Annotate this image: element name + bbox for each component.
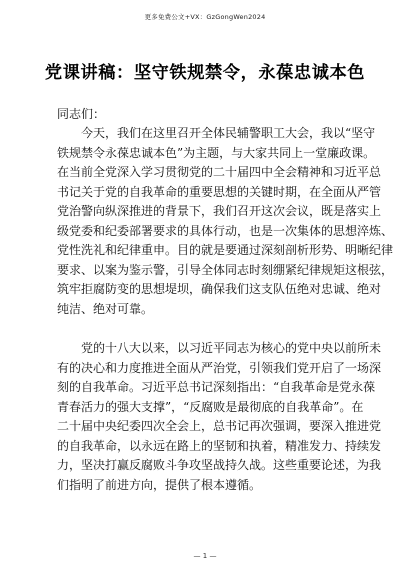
- paragraph-line: 党的十八大以来，以习近平同志为核心的党中央以前所未: [81, 341, 382, 355]
- paragraph-line: 党治警向纵深推进的背景下，我们召开这次会议，既是落实上: [57, 204, 382, 218]
- salutation: 同志们：: [57, 107, 106, 121]
- page-number: — 1 —: [193, 552, 217, 560]
- paragraph-line: 们指明了前进方向，提供了根本遵循。: [57, 477, 262, 492]
- paragraph-line: 有的决心和力度推进全面从严治党，引领我们党开启了一场深: [57, 360, 382, 375]
- paragraph-line: 二十届中央纪委四次全会上，总书记再次强调，要深入推进党: [57, 419, 382, 433]
- paragraph-line: 刻的自我革命。习近平总书记深刻指出：“自我革命是党永葆: [57, 380, 376, 394]
- paragraph-line: 党性洗礼和纪律重申。目的就是要通过深刻剖析形势、明晰纪律: [57, 243, 394, 257]
- paragraph-line: 要求、以案为鉴示警，引导全体同志时刻绷紧纪律规矩这根弦，: [57, 262, 394, 277]
- paragraph-line: 青春活力的强大支撑”，“反腐败是最彻底的自我革命”。在: [57, 399, 364, 414]
- paragraph-line: 在当前全党深入学习贯彻党的二十届四中全会精神和习近平总: [57, 165, 382, 179]
- document-title: 党课讲稿：坚守铁规禁令，永葆忠诚本色: [44, 63, 366, 83]
- paragraph-line: 纯洁、绝对可靠。: [57, 301, 154, 316]
- paragraph-line: 筑牢拒腐防变的思想堤坝，确保我们这支队伍绝对忠诚、绝对: [57, 282, 382, 296]
- paragraph-line: 今天，我们在这里召开全体民辅警职工大会，我以“坚守: [81, 126, 376, 140]
- paragraph-line: 力，坚决打赢反腐败斗争攻坚战持久战。这些重要论述，为我: [57, 458, 382, 472]
- paragraph-1: [57, 124, 394, 319]
- paragraph-line: 书记关于党的自我革命的重要思想的关键时期，在全面从严管: [57, 184, 382, 199]
- paragraph-line: 铁规禁令永葆忠诚本色”为主题，与大家共同上一堂廉政课。: [57, 145, 376, 160]
- header-note: 更多免费公文+VX：GzGongWen2024: [144, 13, 266, 21]
- paragraph-2: [57, 339, 382, 495]
- paragraph-line: 的自我革命，以永远在路上的坚韧和执着，精准发力、持续发: [57, 438, 382, 453]
- paragraph-line: 级党委和纪委部署要求的具体行动，也是一次集体的思想淬炼、: [57, 223, 394, 238]
